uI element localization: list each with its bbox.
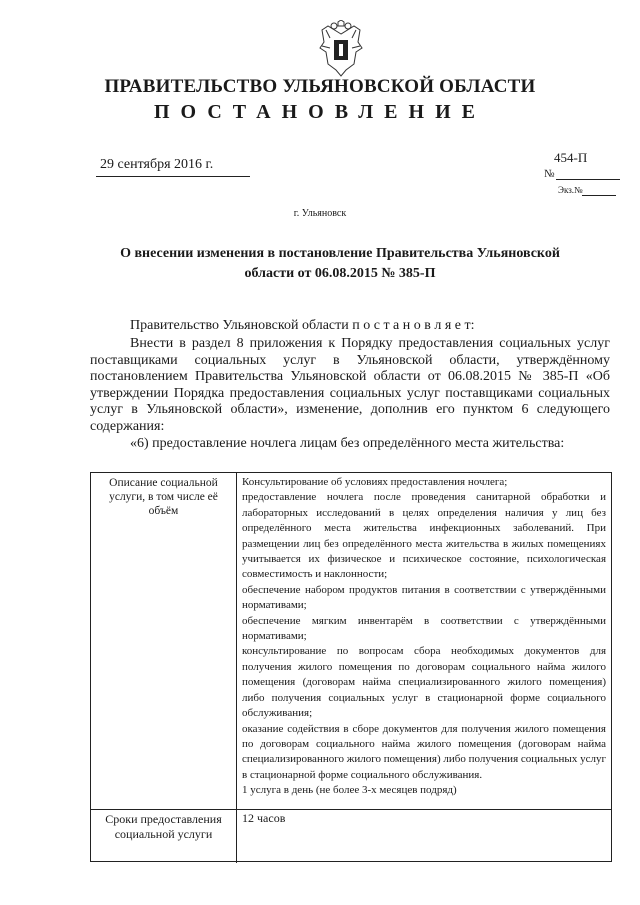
table-row: [91, 809, 611, 863]
list-item: 1 услуга в день (не более 3-х месяцев подряд): [242, 784, 457, 797]
service-table: [90, 472, 612, 862]
document-title: О внесении изменения в постановление Правительства Ульяновской области от 06.08.2015 № 385-П: [120, 246, 560, 281]
table-cell-value: 12 часов: [242, 811, 286, 825]
list-item: предоставление ночлега после проведения санитарной обработки и лабораторных исследований в целях определения наличия у лиц без определённого места жительства инфекционных заболеваний. При размещении лиц без определённого места жительства в жилых помещениях учитывается их физическое и психическое состояние, психологическая совместимость и наклонности;: [242, 491, 606, 581]
table-cell-label: Описание социальной услуги, в том числе её объём: [91, 473, 237, 809]
coat-of-arms-icon: [318, 20, 364, 80]
list-item: консультирование по вопросам сбора необходимых документов для получения жилого помещения по договорам социального найма жилого помещения (договорам найма специализированного жилого помещения) либо получения социальных услуг в стационарной форме социального обслуживания;: [242, 645, 606, 720]
document-date: 29 сентября 2016 г.: [100, 157, 214, 172]
document-number: 454-П: [554, 150, 588, 165]
number-underline: [556, 179, 620, 180]
paragraph-decree: Правительство Ульяновской области п о с т а н о в л я е т:: [130, 318, 475, 333]
document-type: ПОСТАНОВЛЕНИЕ: [154, 101, 486, 123]
list-item: обеспечение набором продуктов питания в соответствии с утверждёнными нормативами;: [242, 583, 606, 612]
list-item: обеспечение мягким инвентарём в соответствии с утверждёнными нормативами;: [242, 614, 606, 643]
number-sign: №: [544, 168, 555, 180]
date-underline: [96, 176, 250, 177]
table-cell-description: [237, 473, 611, 809]
government-name: ПРАВИТЕЛЬСТВО УЛЬЯНОВСКОЙ ОБЛАСТИ: [104, 76, 536, 97]
list-item: оказание содействия в сборе документов для получения жилого помещения по договорам социального найма жилого помещения (договорам найма специализированного жилого помещения) либо получения социальных услуг в стационарной форме социального обслуживания.: [242, 722, 606, 781]
copy-label: Экз.№: [558, 185, 583, 195]
city: г. Ульяновск: [293, 208, 347, 219]
table-cell-label: Сроки предоставления социальной услуги: [91, 809, 237, 863]
list-item: Консультирование об условиях предоставления ночлега;: [242, 476, 508, 488]
copy-underline: [582, 195, 616, 196]
table-row: [91, 473, 611, 810]
paragraph-item-6: «6) предоставление ночлега лицам без определённого места жительства:: [130, 436, 565, 451]
paragraph-amendment: Внести в раздел 8 приложения к Порядку предоставления социальных услуг поставщиками социальных услуг в Ульяновской области, утверждённому постановлением Правительства Ульяновской области от 06.08.2015 № 385-П «Об утверждении Порядка предоставления социальных услуг поставщиками социальных услуг в Ульяновской области», изменение, дополнив его пунктом 6 следующего содержания:: [90, 336, 610, 434]
